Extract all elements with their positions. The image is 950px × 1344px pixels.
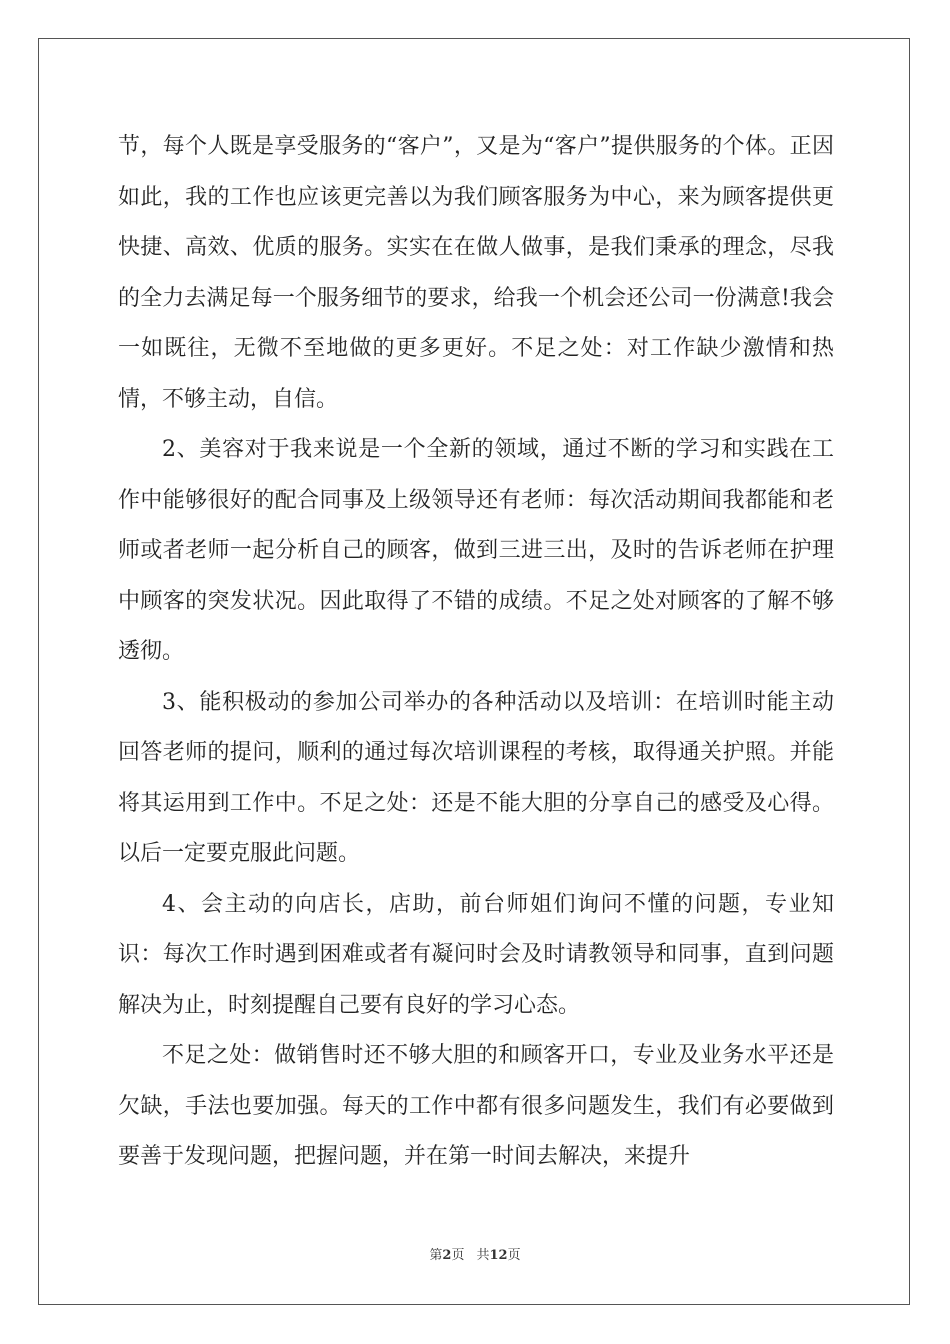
- page-suffix: 页: [451, 1248, 465, 1263]
- total-suffix: 页: [507, 1248, 521, 1263]
- total-prefix: 共: [476, 1248, 490, 1263]
- paragraph-item-3: 3、能积极动的参加公司举办的各种活动以及培训：在培训时能主动回答老师的提问，顺利的通过每次培训课程的考核，取得通关护照。并能将其运用到工作中。不足之处：还是不能大胆的分享自己的感受及心得。以后一定要克服此问题。: [118, 689, 834, 866]
- page-number: 2: [442, 1248, 452, 1263]
- page-prefix: 第: [429, 1248, 443, 1263]
- document-body: [118, 122, 834, 1183]
- paragraph-item-4: 4、会主动的向店长，店助，前台师姐们询问不懂的问题，专业知识：每次工作时遇到困难或者有凝问时会及时请教领导和同事，直到问题解决为止，时刻提醒自己要有良好的学习心态。: [118, 891, 834, 1018]
- paragraph-item-2: 2、美容对于我来说是一个全新的领域，通过不断的学习和实践在工作中能够很好的配合同事及上级领导还有老师：每次活动期间我都能和老师或者老师一起分析自己的顾客，做到三进三出，及时的告诉老师在护理中顾客的突发状况。因此取得了不错的成绩。不足之处对顾客的了解不够透彻。: [118, 437, 834, 664]
- paragraph-shortcomings: 不足之处：做销售时还不够大胆的和顾客开口，专业及业务水平还是欠缺，手法也要加强。每天的工作中都有很多问题发生，我们有必要做到要善于发现问题，把握问题，并在第一时间去解决，来提升: [118, 1043, 834, 1169]
- page-footer: [0, 1247, 950, 1265]
- total-pages: 12: [489, 1248, 508, 1263]
- paragraph-continued: 节，每个人既是享受服务的“客户”，又是为“客户”提供服务的个体。正因如此，我的工作也应该更完善以为我们顾客服务为中心，来为顾客提供更快捷、高效、优质的服务。实实在在做人做事，是我们秉承的理念，尽我的全力去满足每一个服务细节的要求，给我一个机会还公司一份满意!我会一如既往，无微不至地做的更多更好。不足之处：对工作缺少激情和热情，不够主动，自信。: [118, 134, 834, 412]
